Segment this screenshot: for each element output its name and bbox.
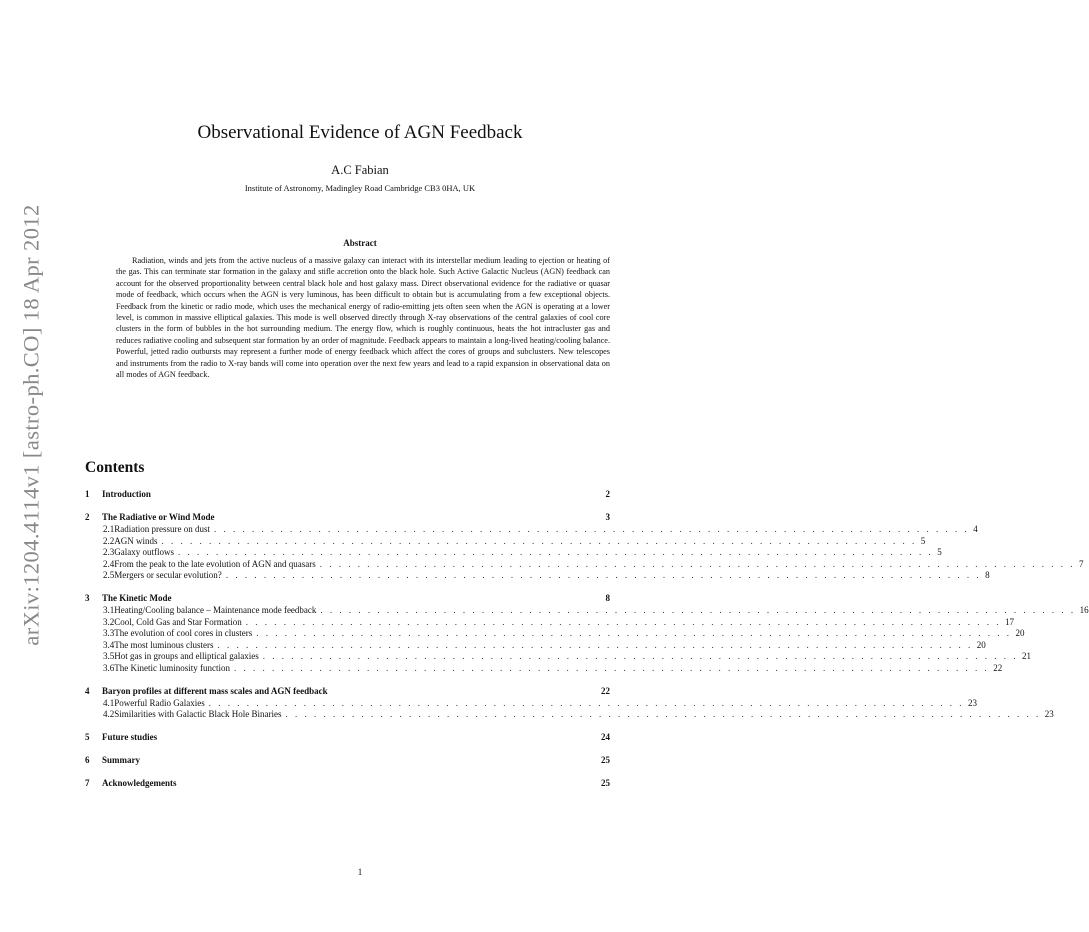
- paper-author: A.C Fabian: [331, 163, 389, 177]
- toc-subsection-entry[interactable]: [85, 651, 1031, 663]
- toc-subsection-page: 20: [976, 639, 986, 650]
- toc-section-entry[interactable]: [85, 777, 610, 790]
- toc-subsection-title: The Kinetic luminosity function: [114, 662, 230, 673]
- toc-section-page: 25: [601, 754, 610, 765]
- toc-subsection-title: Radiation pressure on dust: [114, 524, 210, 534]
- toc-subsection-entry[interactable]: [85, 628, 1025, 640]
- toc-subsection-entry[interactable]: [85, 570, 990, 582]
- toc-subsection-number: 4.1: [103, 697, 115, 708]
- author-affiliation: Institute of Astronomy, Madingley Road Cambridge CB3 0HA, UK: [244, 183, 476, 193]
- toc-section-title: Acknowledgements: [102, 777, 177, 788]
- toc-leader-dots: . . . . . . . . . . . . . . . . . . . . . . . . . . . . . . . . . . . . . . . . . . . . . . . . . . . . . . . . . . . . . . . . . . . . . . . . . . . . . . . .: [225, 570, 982, 581]
- toc-section-entry[interactable]: [85, 488, 610, 501]
- toc-leader-dots: . . . . . . . . . . . . . . . . . . . . . . . . . . . . . . . . . . . . . . . . . . . . . . . . . . . . . . . . . . . . . . . . . . . . . . . . . . . . . . . .: [217, 639, 973, 650]
- toc-subsection-number: 3.1: [103, 604, 115, 615]
- toc-subsection-title: From the peak to the late evolution of AGN and quasars: [114, 558, 316, 569]
- toc-subsection-page: 20: [1015, 628, 1025, 639]
- toc-subsection-page: 23: [967, 697, 977, 708]
- toc-leader-dots: . . . . . . . . . . . . . . . . . . . . . . . . . . . . . . . . . . . . . . . . . . . . . . . . . . . . . . . . . . . . . . . . . . . . . . . . . . . . . . . .: [320, 604, 1076, 615]
- toc-subsection-title: Galaxy outflows: [114, 547, 174, 558]
- toc-leader-dots: . . . . . . . . . . . . . . . . . . . . . . . . . . . . . . . . . . . . . . . . . . . . . . . . . . . . . . . . . . . . . . . . . . . . . . . . . . . . . . . .: [319, 558, 1075, 569]
- toc-subsection-number: 2.4: [103, 558, 115, 569]
- toc-subsection-number: 2.2: [103, 535, 115, 546]
- toc-section-page: 8: [605, 592, 610, 603]
- toc-section-group: [85, 731, 610, 744]
- contents-heading: Contents: [85, 459, 145, 476]
- toc-subsection-title: Cool, Cold Gas and Star Formation: [114, 616, 242, 627]
- toc-subsection-number: 2.3: [103, 547, 115, 558]
- toc-section-number: 2: [85, 512, 90, 522]
- toc-section-entry[interactable]: [85, 511, 610, 524]
- toc-leader-dots: . . . . . . . . . . . . . . . . . . . . . . . . . . . . . . . . . . . . . . . . . . . . . . . . . . . . . . . . . . . . . . . . . . . . . . . . . . . . . . . .: [285, 709, 1041, 720]
- abstract-heading: Abstract: [343, 238, 377, 248]
- toc-leader-dots: . . . . . . . . . . . . . . . . . . . . . . . . . . . . . . . . . . . . . . . . . . . . . . . . . . . . . . . . . . . . . . . . . . . . . . . . . . . . . . . .: [178, 547, 934, 558]
- toc-subsection-page: 8: [985, 570, 990, 581]
- toc-subsection-title: Heating/Cooling balance – Maintenance mode feedback: [114, 604, 317, 615]
- toc-subsection-title: Mergers or secular evolution?: [114, 570, 222, 581]
- toc-subsection-page: 5: [920, 535, 926, 546]
- toc-subsection-number: 3.6: [103, 662, 115, 673]
- toc-subsection-entry[interactable]: [85, 639, 986, 652]
- toc-subsection-title: Powerful Radio Galaxies: [114, 697, 205, 708]
- toc-section-group: [85, 592, 1089, 675]
- toc-section-title: Future studies: [102, 731, 158, 742]
- toc-subsection-title: Hot gas in groups and elliptical galaxies: [114, 651, 259, 662]
- toc-section-entry[interactable]: [85, 731, 610, 744]
- toc-subsection-page: 7: [1078, 558, 1084, 569]
- toc-subsection-entry[interactable]: [85, 524, 978, 536]
- toc-section-page: 3: [605, 512, 610, 522]
- toc-section-group: [85, 685, 1054, 721]
- toc-subsection-title: Similarities with Galactic Black Hole Binaries: [114, 709, 282, 720]
- toc-section-group: [85, 488, 610, 501]
- toc-subsection-title: The evolution of cool cores in clusters: [114, 628, 253, 639]
- toc-section-group: [85, 511, 1084, 582]
- toc-section-entry[interactable]: [85, 754, 610, 767]
- toc-section-number: 6: [85, 754, 90, 765]
- toc-section-number: 3: [85, 592, 90, 603]
- toc-subsection-number: 3.3: [103, 628, 115, 639]
- toc-section-number: 1: [85, 489, 90, 499]
- toc-section-page: 2: [605, 489, 610, 499]
- toc-subsection-number: 3.4: [103, 639, 115, 650]
- toc-section-group: [85, 754, 610, 767]
- toc-section-title: Baryon profiles at different mass scales and AGN feedback: [102, 685, 328, 696]
- toc-subsection-number: 3.5: [103, 651, 115, 662]
- toc-section-number: 4: [85, 685, 90, 696]
- toc-leader-dots: . . . . . . . . . . . . . . . . . . . . . . . . . . . . . . . . . . . . . . . . . . . . . . . . . . . . . . . . . . . . . . . . . . . . . . . . . . . . . . . .: [245, 616, 1001, 627]
- toc-subsection-page: 16: [1079, 604, 1089, 615]
- toc-section-entry[interactable]: [85, 685, 610, 698]
- toc-section-number: 7: [85, 777, 90, 788]
- toc-subsection-page: 23: [1044, 709, 1054, 720]
- toc-subsection-entry[interactable]: [85, 547, 942, 559]
- toc-subsection-page: 5: [937, 547, 942, 558]
- toc-section-title: Introduction: [102, 489, 151, 499]
- toc-subsection-entry[interactable]: [85, 535, 926, 548]
- toc-subsection-page: 22: [993, 662, 1003, 673]
- arxiv-stamp: [12, 200, 52, 650]
- toc-subsection-number: 2.5: [103, 570, 115, 581]
- toc-subsection-entry[interactable]: [85, 697, 977, 710]
- toc-section-title: The Radiative or Wind Mode: [102, 512, 215, 522]
- toc-subsection-entry[interactable]: [85, 662, 1003, 675]
- toc-subsection-page: 4: [973, 524, 978, 534]
- toc-section-page: 22: [601, 685, 610, 696]
- toc-subsection-title: The most luminous clusters: [114, 639, 214, 650]
- toc-leader-dots: . . . . . . . . . . . . . . . . . . . . . . . . . . . . . . . . . . . . . . . . . . . . . . . . . . . . . . . . . . . . . . . . . . . . . . . . . . . . . . . .: [256, 628, 1012, 639]
- toc-leader-dots: . . . . . . . . . . . . . . . . . . . . . . . . . . . . . . . . . . . . . . . . . . . . . . . . . . . . . . . . . . . . . . . . . . . . . . . . . . . . . . . .: [233, 662, 990, 673]
- toc-subsection-page: 21: [1021, 651, 1031, 662]
- toc-subsection-number: 3.2: [103, 616, 115, 627]
- toc-section-title: The Kinetic Mode: [102, 592, 172, 603]
- toc-subsection-page: 17: [1005, 616, 1014, 627]
- toc-section-page: 24: [601, 731, 610, 742]
- toc-leader-dots: . . . . . . . . . . . . . . . . . . . . . . . . . . . . . . . . . . . . . . . . . . . . . . . . . . . . . . . . . . . . . . . . . . . . . . . . . . . . . . . .: [214, 524, 970, 534]
- toc-section-group: [85, 777, 610, 790]
- toc-leader-dots: . . . . . . . . . . . . . . . . . . . . . . . . . . . . . . . . . . . . . . . . . . . . . . . . . . . . . . . . . . . . . . . . . . . . . . . . . . . . . . . .: [161, 535, 917, 546]
- toc-subsection-entry[interactable]: [85, 604, 1089, 617]
- toc-leader-dots: . . . . . . . . . . . . . . . . . . . . . . . . . . . . . . . . . . . . . . . . . . . . . . . . . . . . . . . . . . . . . . . . . . . . . . . . . . . . . . . .: [208, 697, 964, 708]
- toc-subsection-entry[interactable]: [85, 616, 1014, 629]
- toc-subsection-entry[interactable]: [85, 558, 1084, 571]
- toc-leader-dots: . . . . . . . . . . . . . . . . . . . . . . . . . . . . . . . . . . . . . . . . . . . . . . . . . . . . . . . . . . . . . . . . . . . . . . . . . . . . . . . .: [262, 651, 1018, 662]
- toc-section-number: 5: [85, 731, 90, 742]
- arxiv-id: arXiv:1204.4114v1 [astro-ph.CO] 18 Apr 2012: [19, 204, 45, 646]
- paper-title: Observational Evidence of AGN Feedback: [197, 122, 523, 143]
- toc-subsection-number: 4.2: [103, 709, 115, 720]
- toc-subsection-title: AGN winds: [114, 535, 158, 546]
- toc-section-title: Summary: [102, 754, 140, 765]
- toc-subsection-entry[interactable]: [85, 709, 1054, 721]
- toc-section-page: 25: [601, 777, 610, 788]
- abstract-text: Radiation, winds and jets from the active nucleus of a massive galaxy can interact with its interstellar medium leading to ejection or heating of the gas. This can terminate star formation in the galaxy and stifle accretion onto the black hole. Such Active Galactic Nucleus (AGN) feedback can account for the observed proportionality between central black hole and host galaxy mass. Direct observational evidence for the radiative or quasar mode of feedback, which occurs when the AGN is very luminous, has been difficult to obtain but is accumulating from a few exceptional objects. Feedback from the kinetic or radio mode, which uses the mechanical energy of radio-emitting jets often seen when the AGN is operating at a lower level, is common in massive elliptical galaxies. This mode is well observed directly through X-ray observations of the central galaxies of cool core clusters in the form of bubbles in the hot surrounding medium. The energy flow, which is roughly continuous, heats the hot intracluster gas and reduces radiative cooling and subsequent star formation by an order of magnitude. Feedback appears to maintain a long-lived heating/cooling balance. Powerful, jetted radio outbursts may represent a further mode of energy feedback which affect the cores of groups and subclusters. New telescopes and instruments from the radio to X-ray bands will come into operation over the next few years and lead to a rapid expansion in observational data on all modes of AGN feedback.: [116, 256, 610, 380]
- toc-section-entry[interactable]: [85, 592, 610, 605]
- page-number: 1: [357, 867, 363, 877]
- table-of-contents: [85, 488, 1089, 790]
- toc-subsection-number: 2.1: [103, 524, 115, 534]
